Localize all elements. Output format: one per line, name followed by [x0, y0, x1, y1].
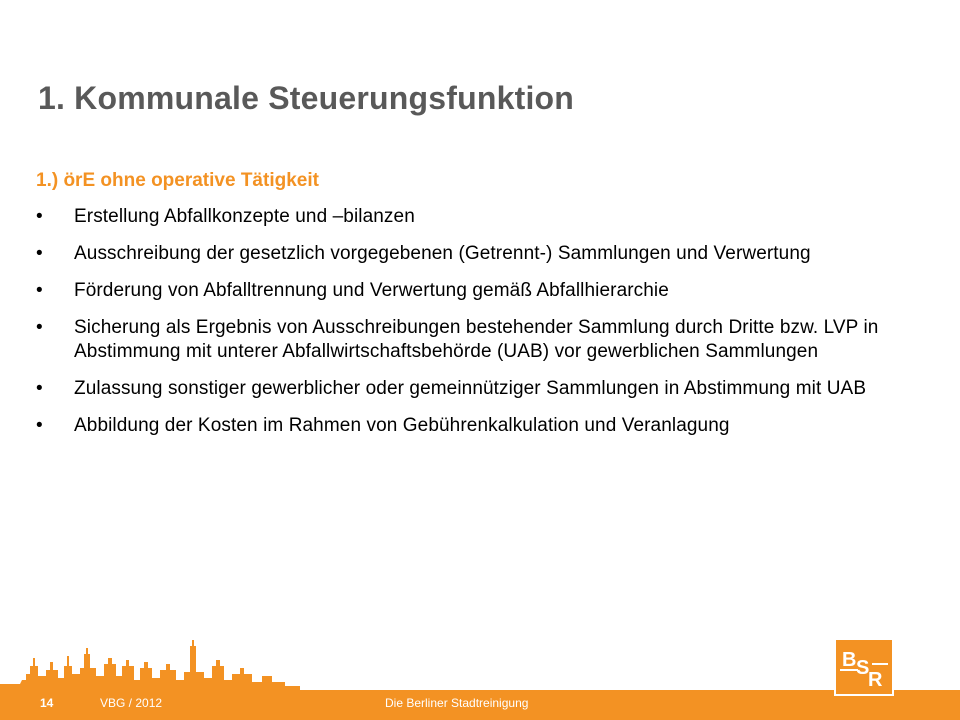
- bullet-item: [36, 242, 896, 266]
- bullet-text: Förderung von Abfalltrennung und Verwertung gemäß Abfallhierarchie: [74, 280, 669, 301]
- bullet-text: Erstellung Abfallkonzepte und –bilanzen: [74, 206, 415, 227]
- svg-text:R: R: [868, 669, 883, 691]
- bsr-logo-mark: [836, 640, 892, 694]
- bullet-text: Sicherung als Ergebnis von Ausschreibungen bestehender Sammlung durch Dritte bzw. LVP in Abstimmung mit unterer Abfallwirtschaftsbehörde (UAB) vor gewerblichen Sammlungen: [74, 317, 879, 362]
- bullet-list: [36, 205, 896, 451]
- berlin-skyline-graphic: [0, 636, 960, 692]
- section-subheading: 1.) örE ohne operative Tätigkeit: [36, 170, 319, 191]
- bullet-item: [36, 377, 896, 401]
- bsr-logo: [834, 638, 894, 696]
- slide-title: 1. Kommunale Steuerungsfunktion: [38, 80, 575, 116]
- bullet-text: Ausschreibung der gesetzlich vorgegebenen (Getrennt-) Sammlungen und Verwertung: [74, 243, 811, 264]
- bullet-item: [36, 205, 896, 229]
- footer-code: VBG / 2012: [100, 696, 163, 710]
- bullet-marker: •: [36, 280, 43, 301]
- bullet-marker: •: [36, 378, 43, 399]
- page-number: 14: [40, 696, 54, 710]
- bullet-item: [36, 414, 896, 438]
- bullet-item: [36, 279, 896, 303]
- svg-text:S: S: [856, 657, 870, 679]
- footer-organization: Die Berliner Stadtreinigung: [385, 696, 529, 710]
- bullet-text: Zulassung sonstiger gewerblicher oder gemeinnütziger Sammlungen in Abstimmung mit UAB: [74, 378, 867, 399]
- bullet-marker: •: [36, 206, 43, 227]
- bullet-item: [36, 316, 896, 364]
- bullet-marker: •: [36, 317, 43, 338]
- bullet-marker: •: [36, 415, 43, 436]
- bullet-text: Abbildung der Kosten im Rahmen von Gebührenkalkulation und Veranlagung: [74, 415, 730, 436]
- svg-text:B: B: [842, 649, 857, 671]
- bullet-marker: •: [36, 243, 43, 264]
